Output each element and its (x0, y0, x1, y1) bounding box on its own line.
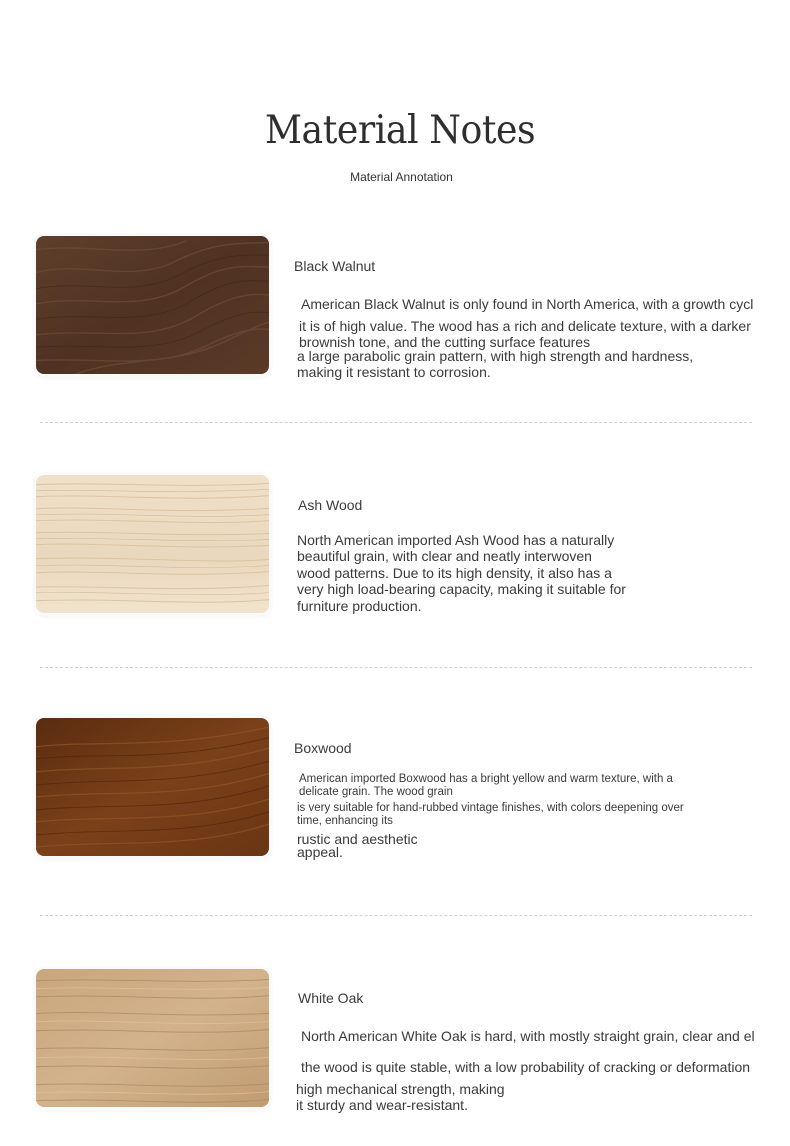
material-description-line: high mechanical strength, making (296, 1081, 505, 1097)
material-description-line: the wood is quite stable, with a low probability of cracking or deformation (301, 1059, 751, 1075)
material-description-line: rustic and aesthetic (297, 831, 418, 847)
material-description-line: making it resistant to corrosion. (297, 364, 491, 380)
boxwood-swatch (36, 718, 269, 856)
material-description-line: delicate grain. The wood grain (299, 786, 453, 798)
material-description-line: it is of high value. The wood has a rich and delicate texture, with a darker (299, 318, 751, 334)
section-divider (40, 667, 752, 668)
material-description-line: it sturdy and wear-resistant. (296, 1097, 468, 1113)
material-description-line: North American White Oak is hard, with mostly straight grain, clear and el (301, 1028, 755, 1044)
material-description-line: very high load-bearing capacity, making it suitable for (297, 581, 626, 597)
material-name: Ash Wood (298, 497, 363, 513)
material-description-line: American imported Boxwood has a bright yellow and warm texture, with a (299, 773, 673, 785)
material-description-line: American Black Walnut is only found in North America, with a growth cycl (301, 296, 754, 312)
material-description-line: appeal. (297, 844, 343, 860)
material-description-line: wood patterns. Due to its high density, it also has a (297, 565, 612, 581)
material-description-line: is very suitable for hand-rubbed vintage finishes, with colors deepening over (297, 802, 684, 814)
black-walnut-swatch (36, 236, 269, 374)
material-description-line: brownish tone, and the cutting surface features (299, 334, 591, 350)
section-divider (40, 915, 752, 916)
material-description-line: North American imported Ash Wood has a naturally (297, 532, 615, 548)
white-oak-swatch (36, 969, 269, 1107)
section-divider (40, 422, 752, 423)
material-description-line: furniture production. (297, 598, 422, 614)
material-name: Black Walnut (294, 258, 376, 274)
material-name: White Oak (298, 990, 364, 1006)
material-description-line: time, enhancing its (297, 815, 393, 827)
material-name: Boxwood (294, 740, 352, 756)
ash-wood-swatch (36, 475, 269, 613)
page-title: Material Notes (264, 108, 536, 153)
page-subtitle: Material Annotation (350, 170, 453, 184)
material-description-line: beautiful grain, with clear and neatly interwoven (297, 548, 592, 564)
material-description-line: a large parabolic grain pattern, with high strength and hardness, (297, 348, 694, 364)
